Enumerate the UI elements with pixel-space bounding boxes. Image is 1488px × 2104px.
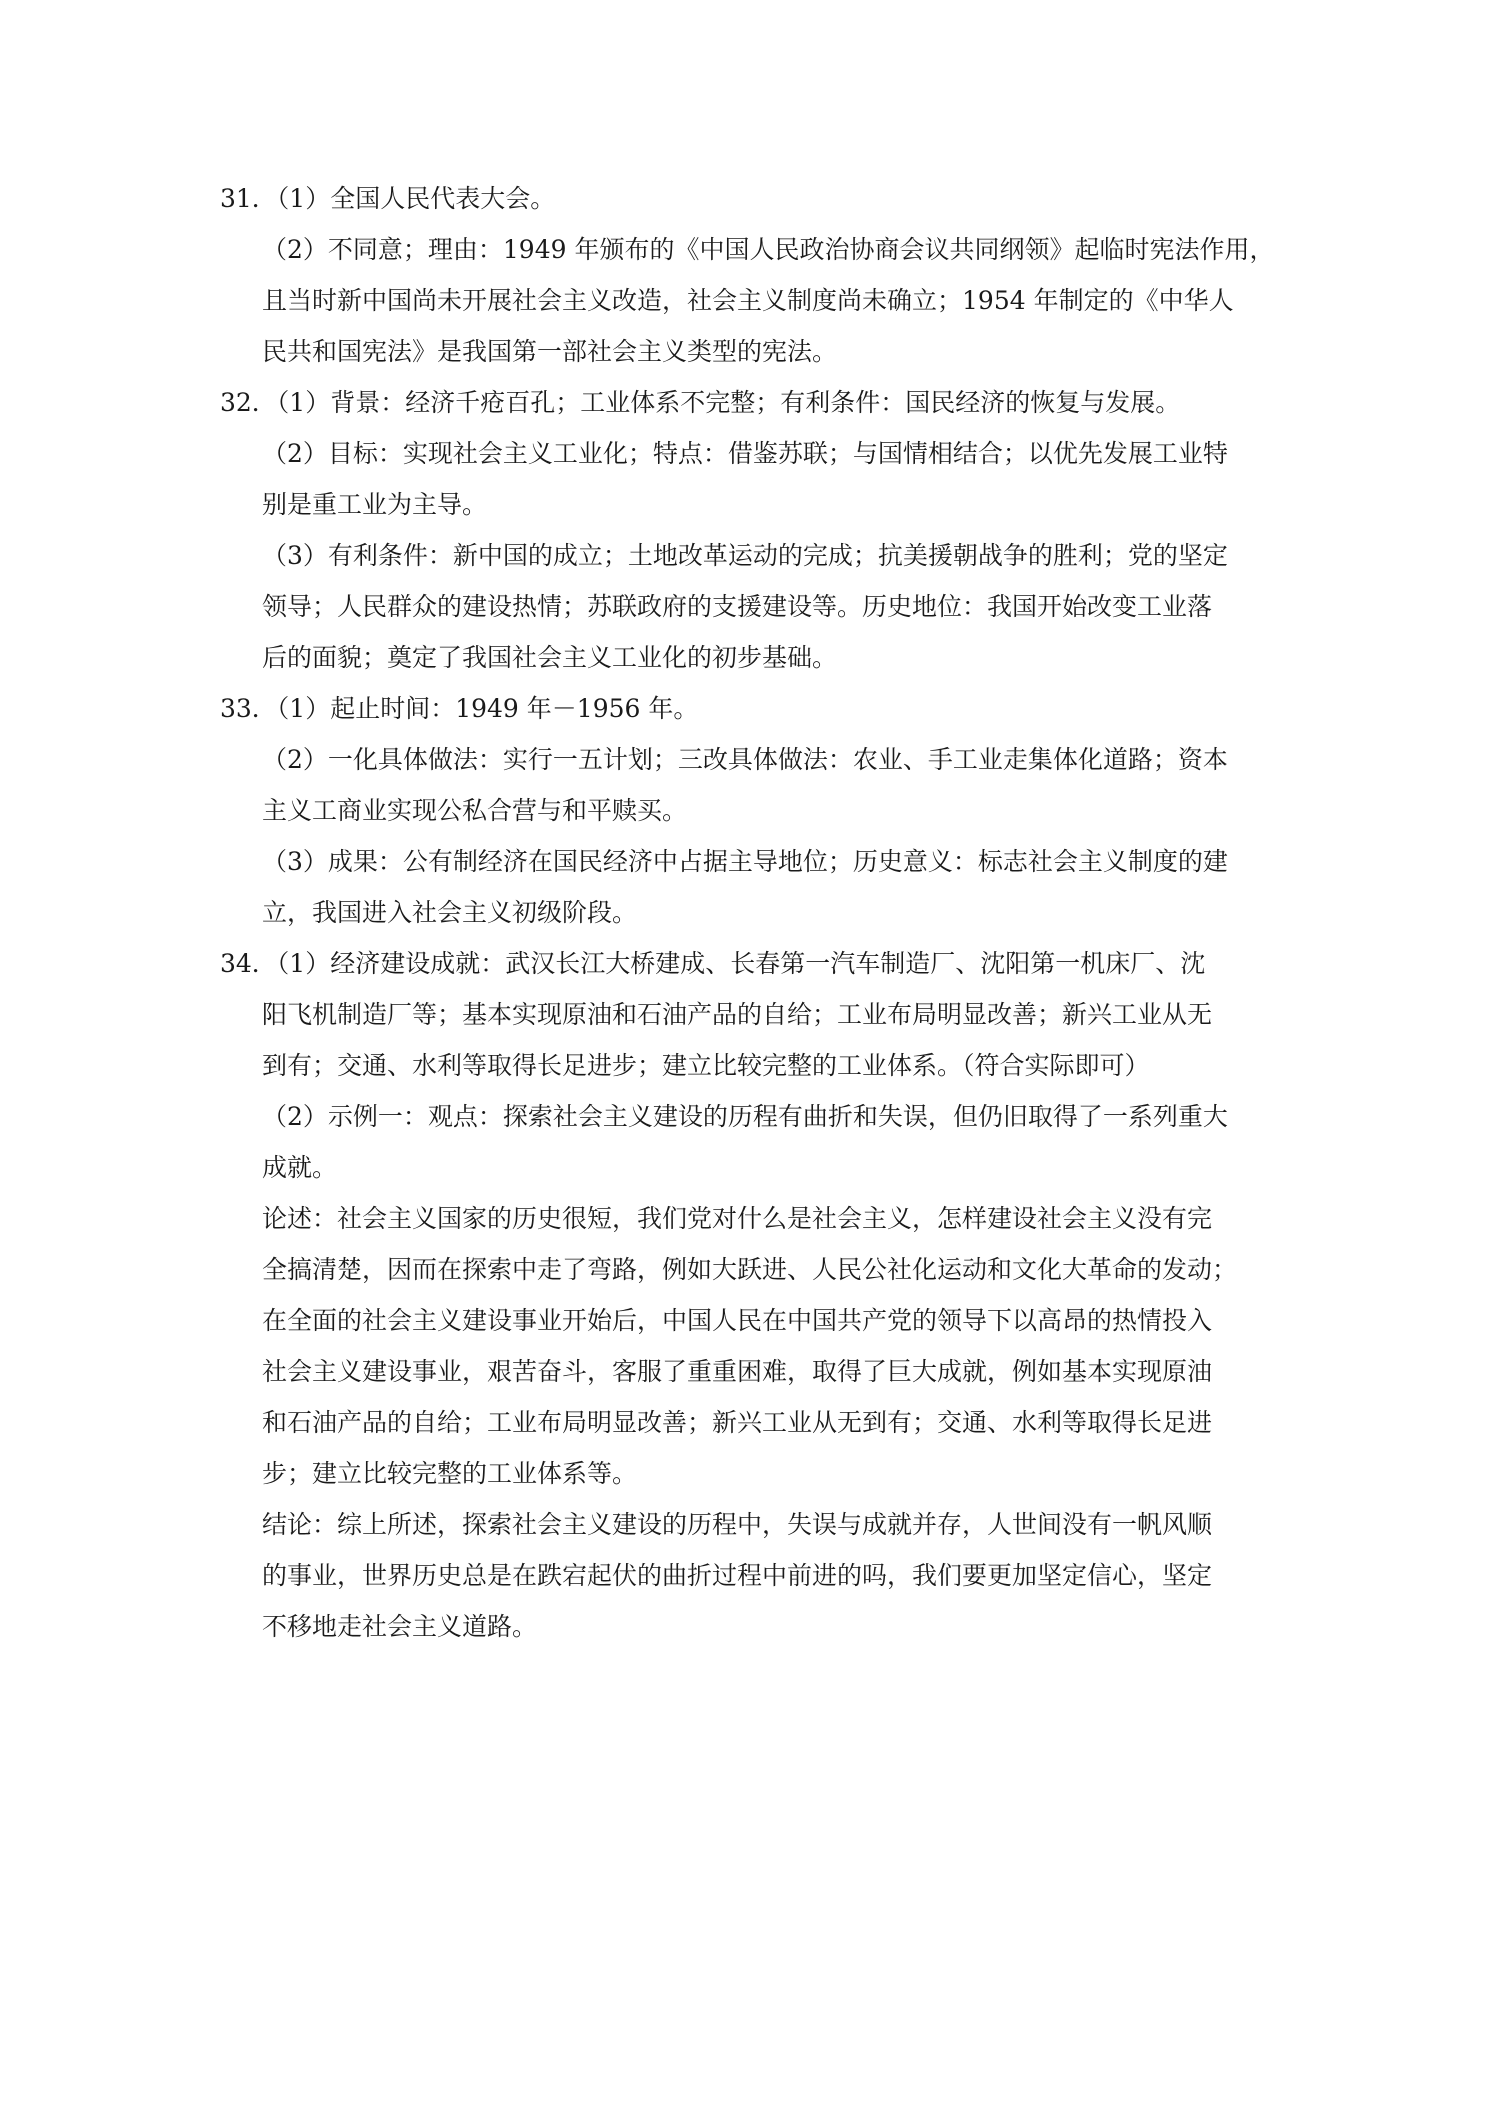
answer-34-part-1-line-1: 34．（1）经济建设成就：武汉长江大桥建成、长春第一汽车制造厂、沈阳第一机床厂、沈 [220,949,1206,978]
answer-31-part-1: 31．（1）全国人民代表大会。 [220,184,556,213]
answer-33-part-2-line-2: 主义工商业实现公私合营与和平赎买。 [262,796,688,825]
answer-34-argument-line-4: 社会主义建设事业，艰苦奋斗，客服了重重困难，取得了巨大成就，例如基本实现原油 [262,1357,1213,1386]
answer-31-part-2-line-2: 且当时新中国尚未开展社会主义改造，社会主义制度尚未确立；1954 年制定的《中华人 [262,286,1234,315]
answer-33-part-1: 33．（1）起止时间：1949 年－1956 年。 [220,694,699,723]
answer-34-part-1-line-2: 阳飞机制造厂等；基本实现原油和石油产品的自给；工业布局明显改善；新兴工业从无 [262,1000,1213,1029]
answer-32-part-2-line-2: 别是重工业为主导。 [262,490,488,519]
answer-32-part-3-line-2: 领导；人民群众的建设热情；苏联政府的支援建设等。历史地位：我国开始改变工业落 [262,592,1213,621]
answer-34-conclusion-line-2: 的事业，世界历史总是在跌宕起伏的曲折过程中前进的吗，我们要更加坚定信心，坚定 [262,1561,1213,1590]
answer-34-argument-line-2: 全搞清楚，因而在探索中走了弯路，例如大跃进、人民公社化运动和文化大革命的发动； [262,1255,1238,1284]
answer-34-part-2-viewpoint-line-1: （2）示例一：观点：探索社会主义建设的历程有曲折和失误，但仍旧取得了一系列重大 [262,1102,1228,1131]
answer-32-part-2-line-1: （2）目标：实现社会主义工业化；特点：借鉴苏联；与国情相结合；以优先发展工业特 [262,439,1228,468]
answer-34-argument-line-5: 和石油产品的自给；工业布局明显改善；新兴工业从无到有；交通、水利等取得长足进 [262,1408,1213,1437]
answer-34-argument-line-3: 在全面的社会主义建设事业开始后，中国人民在中国共产党的领导下以高昂的热情投入 [262,1306,1213,1335]
answer-33-part-3-line-1: （3）成果：公有制经济在国民经济中占据主导地位；历史意义：标志社会主义制度的建 [262,847,1228,876]
answer-31-part-2-line-1: （2）不同意；理由：1949 年颁布的《中国人民政治协商会议共同纲领》起临时宪法作用， [262,235,1275,264]
answer-34-argument-line-1: 论述：社会主义国家的历史很短，我们党对什么是社会主义，怎样建设社会主义没有完 [262,1204,1213,1233]
answer-33-part-3-line-2: 立，我国进入社会主义初级阶段。 [262,898,638,927]
answer-34-part-1-line-3: 到有；交通、水利等取得长足进步；建立比较完整的工业体系。（符合实际即可） [262,1051,1150,1080]
answer-34-part-2-viewpoint-line-2: 成就。 [262,1153,338,1182]
answer-34-argument-line-6: 步；建立比较完整的工业体系等。 [262,1459,638,1488]
answer-32-part-3-line-1: （3）有利条件：新中国的成立；土地改革运动的完成；抗美援朝战争的胜利；党的坚定 [262,541,1228,570]
answer-34-conclusion-line-3: 不移地走社会主义道路。 [262,1612,538,1641]
answer-32-part-1: 32．（1）背景：经济千疮百孔；工业体系不完整；有利条件：国民经济的恢复与发展。 [220,388,1181,417]
answer-33-part-2-line-1: （2）一化具体做法：实行一五计划；三改具体做法：农业、手工业走集体化道路；资本 [262,745,1228,774]
answer-32-part-3-line-3: 后的面貌；奠定了我国社会主义工业化的初步基础。 [262,643,838,672]
answer-31-part-2-line-3: 民共和国宪法》是我国第一部社会主义类型的宪法。 [262,337,838,366]
answer-34-conclusion-line-1: 结论：综上所述，探索社会主义建设的历程中，失误与成就并存，人世间没有一帆风顺 [262,1510,1213,1539]
